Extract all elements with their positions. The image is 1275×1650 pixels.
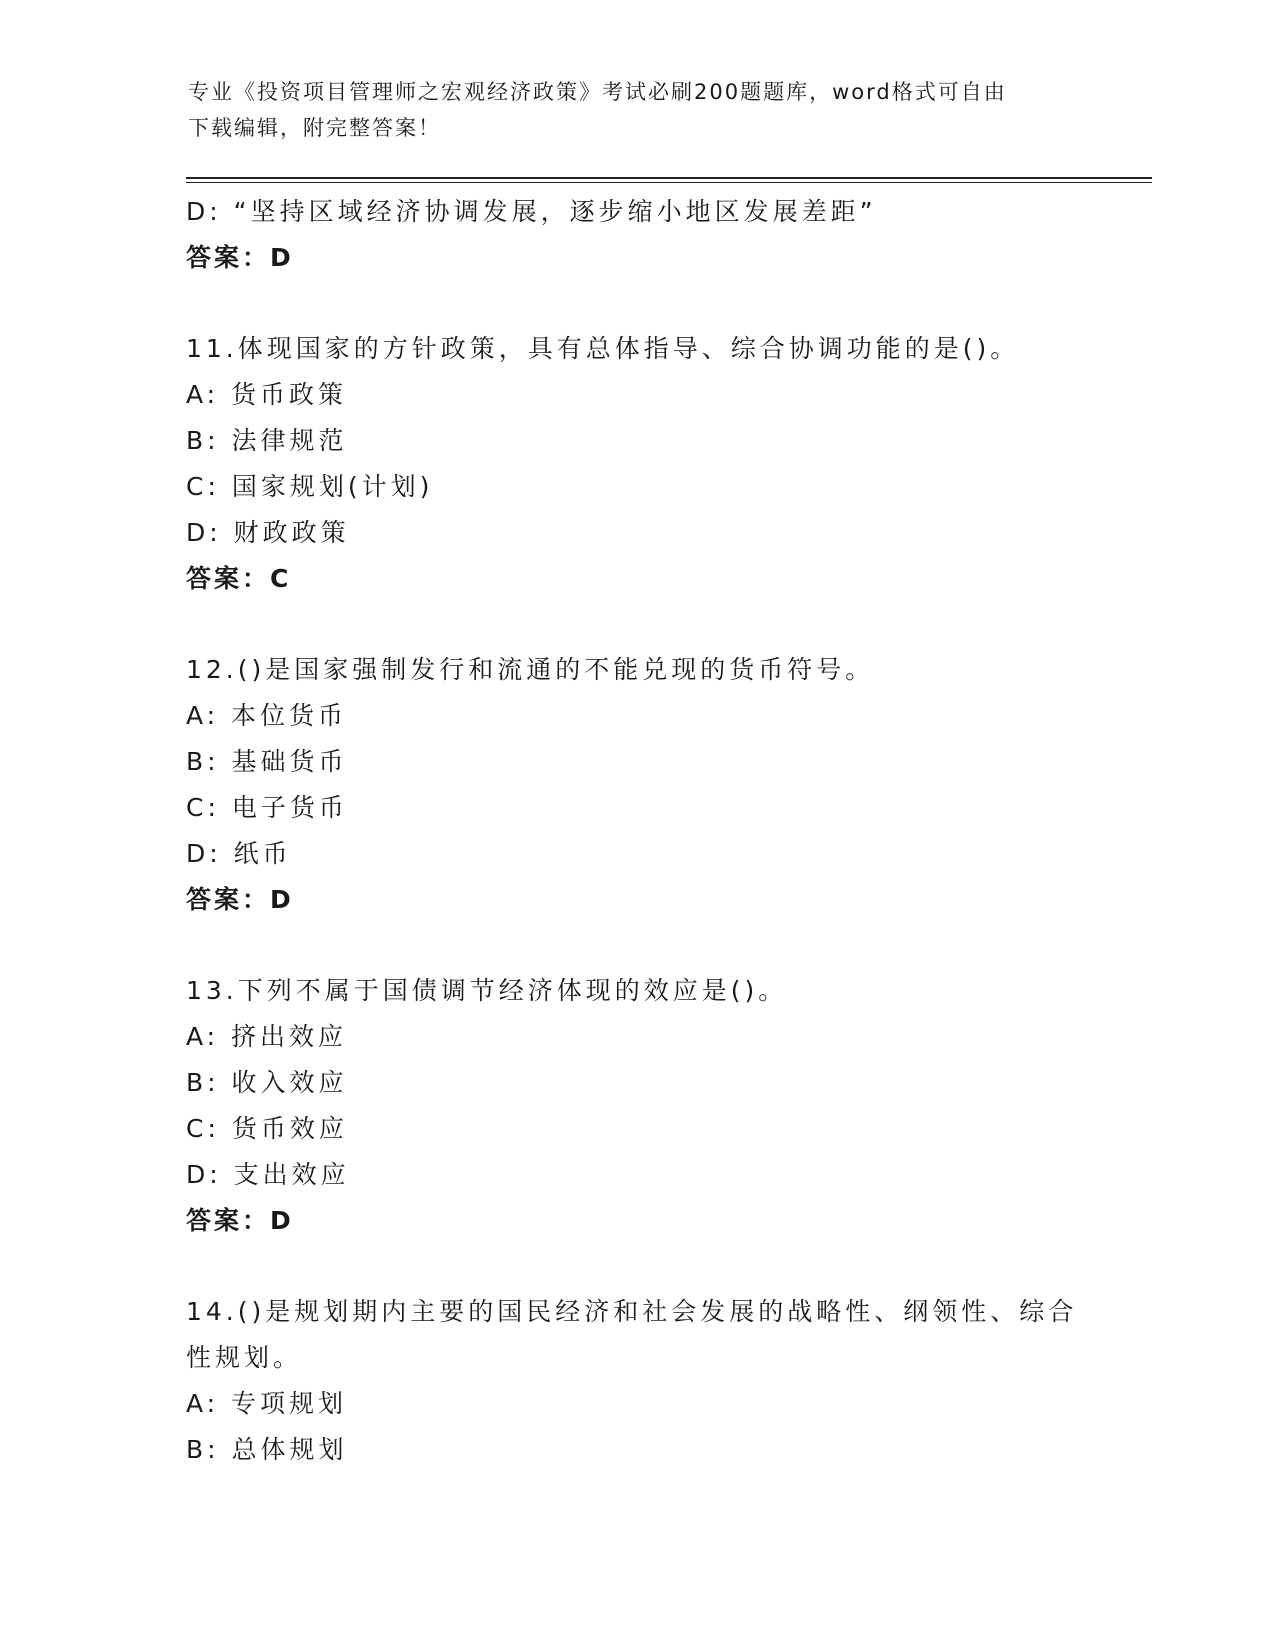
spacer [186,602,1086,647]
option-b: B: 基础货币 [186,747,348,776]
header-line-1: 专业《投资项目管理师之宏观经济政策》考试必刷200题题库，word格式可自由 [188,80,1007,104]
answer: 答案：D [186,1206,294,1235]
option-c: C: 国家规划(计划) [186,472,434,501]
option-d: D: 支出效应 [186,1160,350,1189]
header-divider-thin [186,182,1152,183]
option-b: B: 收入效应 [186,1068,348,1097]
option-a: A: 专项规划 [186,1389,348,1418]
spacer [186,281,1086,326]
header-line-2: 下载编辑，附完整答案！ [188,116,441,140]
option-c: C: 货币效应 [186,1114,348,1143]
spacer [186,1244,1086,1289]
spacer [186,923,1086,968]
question-12 [186,647,1086,923]
question-11 [186,326,1086,602]
question-stem-line-2: 性规划。 [186,1343,303,1372]
question-stem: 12.()是国家强制发行和流通的不能兑现的货币符号。 [186,655,875,684]
question-stem: 11.体现国家的方针政策，具有总体指导、综合协调功能的是()。 [186,334,1020,363]
option-a: A: 货币政策 [186,380,348,409]
answer: 答案：C [186,564,292,593]
option-c: C: 电子货币 [186,793,348,822]
document-header [188,74,1088,146]
option-b: B: 总体规划 [186,1435,348,1464]
question-stem: 13.下列不属于国债调节经济体现的效应是()。 [186,976,788,1005]
option-d: D: 纸币 [186,839,292,868]
question-13 [186,968,1086,1244]
option-b: B: 法律规范 [186,426,348,455]
option-d: D: 财政政策 [186,518,350,547]
answer: 答案：D [186,885,294,914]
question-stem-line-1: 14.()是规划期内主要的国民经济和社会发展的战略性、纲领性、综合 [186,1297,1078,1326]
question-list [186,189,1086,1473]
option-a: A: 本位货币 [186,701,348,730]
option-d: D: “坚持区域经济协调发展，逐步缩小地区发展差距” [186,197,877,226]
answer: 答案：D [186,243,294,272]
header-divider [186,177,1152,179]
question-14 [186,1289,1086,1473]
option-a: A: 挤出效应 [186,1022,348,1051]
